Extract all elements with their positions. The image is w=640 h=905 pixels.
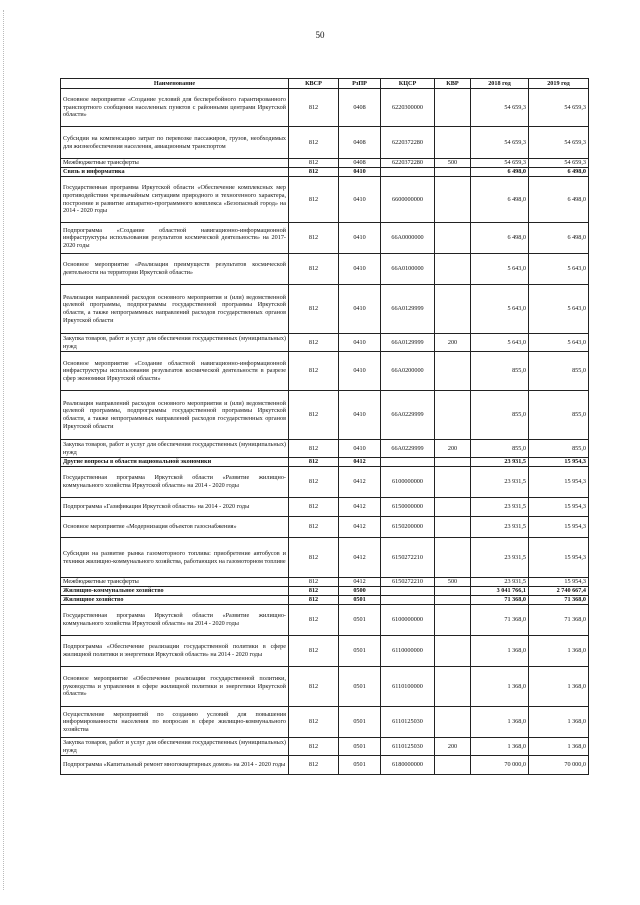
cell-name: Закупка товаров, работ и услуг для обеспечения государственных (муниципальных) нужд — [61, 738, 289, 756]
cell-kcsr: 6110125030 — [381, 738, 435, 756]
cell-name: Основное мероприятие «Модернизация объектов газоснабжения» — [61, 517, 289, 538]
cell-rzpr: 0501 — [339, 636, 381, 667]
cell-rzpr: 0501 — [339, 596, 381, 605]
cell-name: Реализация направлений расходов основного мероприятия и (или) ведомственной целевой программы, подпрограммы государственной программы Иркутской области, а также непрограммных направлений расходов государственных органов Иркутской области — [61, 391, 289, 440]
cell-rzpr: 0412 — [339, 578, 381, 587]
cell-kvsr: 812 — [289, 636, 339, 667]
cell-rzpr: 0410 — [339, 168, 381, 177]
cell-2018: 3 041 766,1 — [471, 587, 529, 596]
table-row — [61, 391, 589, 440]
cell-kcsr: 6150272210 — [381, 538, 435, 578]
cell-2018: 23 931,5 — [471, 578, 529, 587]
cell-2018: 54 659,3 — [471, 159, 529, 168]
cell-name: Осуществление мероприятий по созданию условий для повышения информированности населения по вопросам в сфере жилищно-коммунального хозяйства — [61, 707, 289, 738]
cell-kvsr: 812 — [289, 177, 339, 223]
cell-2018: 5 643,0 — [471, 254, 529, 285]
table-row — [61, 738, 589, 756]
cell-kvsr: 812 — [289, 578, 339, 587]
cell-kcsr: 6150272210 — [381, 578, 435, 587]
cell-2019: 855,0 — [529, 391, 589, 440]
cell-kvr — [435, 667, 471, 707]
cell-2018: 5 643,0 — [471, 285, 529, 334]
cell-kvr — [435, 596, 471, 605]
cell-rzpr: 0410 — [339, 177, 381, 223]
cell-2018: 71 368,0 — [471, 605, 529, 636]
cell-name: Субсидии на развитие рынка газомоторного топлива: приобретение автобусов и техники жилищно-коммунального хозяйства, работающих на газомоторном топливе — [61, 538, 289, 578]
table-row — [61, 467, 589, 498]
cell-2018: 71 368,0 — [471, 596, 529, 605]
cell-name: Основное мероприятие «Реализация преимуществ результатов космической деятельности на территории Иркутской области» — [61, 254, 289, 285]
cell-kvsr: 812 — [289, 756, 339, 775]
cell-kvr — [435, 605, 471, 636]
cell-kvsr: 812 — [289, 254, 339, 285]
cell-kcsr: 6110125030 — [381, 707, 435, 738]
table-row — [61, 223, 589, 254]
cell-name: Основное мероприятие «Обеспечение реализации государственной политики, руководства и управления в сфере жилищной политики и энергетики Иркутской области» — [61, 667, 289, 707]
table-row — [61, 458, 589, 467]
cell-rzpr: 0410 — [339, 352, 381, 391]
cell-kvsr: 812 — [289, 440, 339, 458]
table-row — [61, 517, 589, 538]
cell-kvsr: 812 — [289, 596, 339, 605]
cell-kvr — [435, 285, 471, 334]
cell-2019: 71 368,0 — [529, 605, 589, 636]
page-number: 50 — [315, 30, 325, 40]
cell-name: Закупка товаров, работ и услуг для обеспечения государственных (муниципальных) нужд — [61, 334, 289, 352]
table-row — [61, 440, 589, 458]
cell-rzpr: 0412 — [339, 517, 381, 538]
cell-kvsr: 812 — [289, 127, 339, 159]
cell-kvsr: 812 — [289, 467, 339, 498]
header-kvsr: КВСР — [289, 79, 339, 89]
cell-kvsr: 812 — [289, 352, 339, 391]
cell-name: Межбюджетные трансферты — [61, 159, 289, 168]
cell-kcsr: 66А0200000 — [381, 352, 435, 391]
cell-2019: 1 368,0 — [529, 738, 589, 756]
cell-rzpr: 0412 — [339, 467, 381, 498]
header-2018: 2018 год — [471, 79, 529, 89]
table-row — [61, 352, 589, 391]
cell-2019: 1 368,0 — [529, 707, 589, 738]
cell-kcsr — [381, 587, 435, 596]
cell-kcsr: 6100000000 — [381, 467, 435, 498]
cell-kcsr: 66А0000000 — [381, 223, 435, 254]
cell-2019: 2 740 667,4 — [529, 587, 589, 596]
cell-name: Государственная программа Иркутской области «Развитие жилищно-коммунального хозяйства Иркутской области» на 2014 - 2020 годы — [61, 467, 289, 498]
cell-rzpr: 0408 — [339, 127, 381, 159]
cell-2018: 855,0 — [471, 440, 529, 458]
cell-kvr: 200 — [435, 334, 471, 352]
table-row — [61, 667, 589, 707]
cell-kvr: 200 — [435, 738, 471, 756]
cell-2019: 15 954,3 — [529, 467, 589, 498]
cell-kcsr: 6100000000 — [381, 605, 435, 636]
cell-2019: 15 954,3 — [529, 498, 589, 517]
cell-kcsr: 6150000000 — [381, 498, 435, 517]
cell-kcsr: 6110000000 — [381, 636, 435, 667]
cell-name: Подпрограмма «Обеспечение реализации государственной политики в сфере жилищной политики и энергетики Иркутской области» на 2014 - 2020 годы — [61, 636, 289, 667]
cell-kvr — [435, 467, 471, 498]
cell-2018: 70 000,0 — [471, 756, 529, 775]
cell-kvsr: 812 — [289, 168, 339, 177]
cell-name: Основное мероприятие «Создание областной навигационно-информационной инфраструктуры использования результатов космической деятельности в разрезе сфер экономики Иркутской области» — [61, 352, 289, 391]
cell-rzpr: 0410 — [339, 254, 381, 285]
cell-kvr — [435, 517, 471, 538]
cell-kvr — [435, 127, 471, 159]
cell-kvr — [435, 538, 471, 578]
cell-2018: 54 659,3 — [471, 89, 529, 127]
cell-kcsr: 66А0129999 — [381, 285, 435, 334]
cell-name: Подпрограмма «Создание областной навигационно-информационной инфраструктуры использования результатов космической деятельности» на 2017-2020 годы — [61, 223, 289, 254]
cell-2018: 6 498,0 — [471, 223, 529, 254]
cell-rzpr: 0408 — [339, 159, 381, 168]
cell-2018: 1 368,0 — [471, 636, 529, 667]
cell-2018: 23 931,5 — [471, 538, 529, 578]
cell-kvsr: 812 — [289, 223, 339, 254]
cell-2018: 1 368,0 — [471, 707, 529, 738]
cell-rzpr: 0410 — [339, 285, 381, 334]
cell-2018: 1 368,0 — [471, 667, 529, 707]
cell-2019: 15 954,3 — [529, 538, 589, 578]
cell-rzpr: 0501 — [339, 738, 381, 756]
cell-kvsr: 812 — [289, 498, 339, 517]
header-2019: 2019 год — [529, 79, 589, 89]
cell-kvr — [435, 177, 471, 223]
cell-kcsr: 66А0129999 — [381, 334, 435, 352]
table-row — [61, 578, 589, 587]
table-row — [61, 707, 589, 738]
cell-2019: 70 000,0 — [529, 756, 589, 775]
cell-2019: 855,0 — [529, 440, 589, 458]
cell-kvr — [435, 636, 471, 667]
table-row — [61, 596, 589, 605]
cell-kvr: 200 — [435, 440, 471, 458]
cell-2019: 5 643,0 — [529, 254, 589, 285]
table-row — [61, 605, 589, 636]
cell-kvr — [435, 89, 471, 127]
cell-name: Реализация направлений расходов основного мероприятия и (или) ведомственной целевой программы, подпрограммы государственной программы Иркутской области, а также непрограммных направлений расходов государственных органов Иркутской области — [61, 285, 289, 334]
cell-kvr: 500 — [435, 159, 471, 168]
cell-kvsr: 812 — [289, 285, 339, 334]
cell-rzpr: 0410 — [339, 391, 381, 440]
cell-name: Закупка товаров, работ и услуг для обеспечения государственных (муниципальных) нужд — [61, 440, 289, 458]
cell-2018: 855,0 — [471, 391, 529, 440]
budget-table-container — [60, 78, 588, 775]
cell-kcsr: 66А0229999 — [381, 440, 435, 458]
cell-kcsr: 6600000000 — [381, 177, 435, 223]
cell-2018: 5 643,0 — [471, 334, 529, 352]
cell-2019: 54 659,3 — [529, 127, 589, 159]
cell-2019: 15 954,3 — [529, 517, 589, 538]
header-kvr: КВР — [435, 79, 471, 89]
cell-kvsr: 812 — [289, 605, 339, 636]
cell-kvsr: 812 — [289, 159, 339, 168]
cell-kvr: 500 — [435, 578, 471, 587]
cell-2019: 6 498,0 — [529, 177, 589, 223]
table-row — [61, 254, 589, 285]
cell-2018: 23 931,5 — [471, 498, 529, 517]
cell-kvsr: 812 — [289, 517, 339, 538]
cell-kcsr: 66А0229999 — [381, 391, 435, 440]
table-header-row — [61, 79, 589, 89]
cell-kvr — [435, 498, 471, 517]
cell-rzpr: 0412 — [339, 538, 381, 578]
table-row — [61, 285, 589, 334]
cell-name: Государственная программа Иркутской области «Развитие жилищно-коммунального хозяйства Иркутской области» на 2014 - 2020 годы — [61, 605, 289, 636]
cell-2019: 15 954,3 — [529, 458, 589, 467]
cell-kvr — [435, 168, 471, 177]
header-kcsr: КЦСР — [381, 79, 435, 89]
cell-name: Субсидии на компенсацию затрат по перевозке пассажиров, грузов, необходимых для жизнеобеспечения населения, авиационным транспортом — [61, 127, 289, 159]
cell-kvsr: 812 — [289, 667, 339, 707]
cell-name: Подпрограмма «Газификация Иркутской области» на 2014 - 2020 годы — [61, 498, 289, 517]
cell-kvsr: 812 — [289, 707, 339, 738]
header-rzpr: РзПР — [339, 79, 381, 89]
cell-kcsr: 6220372280 — [381, 159, 435, 168]
cell-kvsr: 812 — [289, 538, 339, 578]
cell-kcsr — [381, 168, 435, 177]
cell-name: Государственная программа Иркутской области «Обеспечение комплексных мер противодействия чрезвычайным ситуациям природного и техногенного характера, построение и развитие аппаратно-программного комплекса «Безопасный город» на 2014 - 2020 годы — [61, 177, 289, 223]
cell-kcsr — [381, 458, 435, 467]
cell-name: Подпрограмма «Капитальный ремонт многоквартирных домов» на 2014 - 2020 годы — [61, 756, 289, 775]
table-row — [61, 168, 589, 177]
table-body — [61, 89, 589, 775]
cell-kvr — [435, 707, 471, 738]
cell-kcsr: 6110100000 — [381, 667, 435, 707]
cell-rzpr: 0412 — [339, 458, 381, 467]
cell-kcsr: 6220372280 — [381, 127, 435, 159]
cell-2018: 855,0 — [471, 352, 529, 391]
table-row — [61, 756, 589, 775]
table-row — [61, 127, 589, 159]
table-row — [61, 538, 589, 578]
table-row — [61, 177, 589, 223]
cell-name: Другие вопросы в области национальной экономики — [61, 458, 289, 467]
cell-kvr — [435, 223, 471, 254]
cell-2018: 6 498,0 — [471, 177, 529, 223]
cell-2019: 6 498,0 — [529, 168, 589, 177]
cell-2019: 54 659,3 — [529, 89, 589, 127]
cell-kvr — [435, 254, 471, 285]
table-row — [61, 89, 589, 127]
cell-2019: 71 368,0 — [529, 596, 589, 605]
cell-2019: 5 643,0 — [529, 285, 589, 334]
header-name: Наименование — [61, 79, 289, 89]
cell-2018: 23 931,5 — [471, 517, 529, 538]
cell-2018: 54 659,3 — [471, 127, 529, 159]
cell-kvr — [435, 587, 471, 596]
cell-2019: 54 659,3 — [529, 159, 589, 168]
cell-kvsr: 812 — [289, 738, 339, 756]
cell-name: Межбюджетные трансферты — [61, 578, 289, 587]
cell-rzpr: 0408 — [339, 89, 381, 127]
cell-kvr — [435, 458, 471, 467]
table-row — [61, 159, 589, 168]
cell-rzpr: 0410 — [339, 334, 381, 352]
cell-2019: 5 643,0 — [529, 334, 589, 352]
cell-2018: 23 931,5 — [471, 467, 529, 498]
cell-name: Жилищное хозяйство — [61, 596, 289, 605]
cell-2019: 855,0 — [529, 352, 589, 391]
cell-kvsr: 812 — [289, 391, 339, 440]
cell-kcsr: 66А0100000 — [381, 254, 435, 285]
cell-2019: 6 498,0 — [529, 223, 589, 254]
cell-kvr — [435, 391, 471, 440]
cell-rzpr: 0501 — [339, 667, 381, 707]
cell-kcsr: 6180000000 — [381, 756, 435, 775]
table-row — [61, 587, 589, 596]
cell-kvsr: 812 — [289, 334, 339, 352]
cell-2019: 1 368,0 — [529, 636, 589, 667]
table-row — [61, 636, 589, 667]
cell-kvsr: 812 — [289, 458, 339, 467]
cell-kcsr: 6150200000 — [381, 517, 435, 538]
cell-kvsr: 812 — [289, 89, 339, 127]
table-row — [61, 334, 589, 352]
cell-2019: 15 954,3 — [529, 578, 589, 587]
cell-kcsr — [381, 596, 435, 605]
cell-kvsr: 812 — [289, 587, 339, 596]
cell-rzpr: 0500 — [339, 587, 381, 596]
table-row — [61, 498, 589, 517]
cell-kvr — [435, 352, 471, 391]
cell-2018: 1 368,0 — [471, 738, 529, 756]
budget-table — [60, 78, 589, 775]
cell-2018: 6 498,0 — [471, 168, 529, 177]
cell-name: Основное мероприятие «Создание условий для бесперебойного гарантированного транспортного сообщения населенных пунктов с районными центрами Иркутской области» — [61, 89, 289, 127]
cell-2018: 23 931,5 — [471, 458, 529, 467]
cell-rzpr: 0410 — [339, 223, 381, 254]
cell-2019: 1 368,0 — [529, 667, 589, 707]
cell-rzpr: 0501 — [339, 707, 381, 738]
cell-rzpr: 0412 — [339, 498, 381, 517]
scan-margin — [3, 10, 6, 890]
cell-name: Связь и информатика — [61, 168, 289, 177]
cell-rzpr: 0410 — [339, 440, 381, 458]
cell-kvr — [435, 756, 471, 775]
cell-rzpr: 0501 — [339, 605, 381, 636]
cell-rzpr: 0501 — [339, 756, 381, 775]
cell-kcsr: 6220300000 — [381, 89, 435, 127]
cell-name: Жилищно-коммунальное хозяйство — [61, 587, 289, 596]
